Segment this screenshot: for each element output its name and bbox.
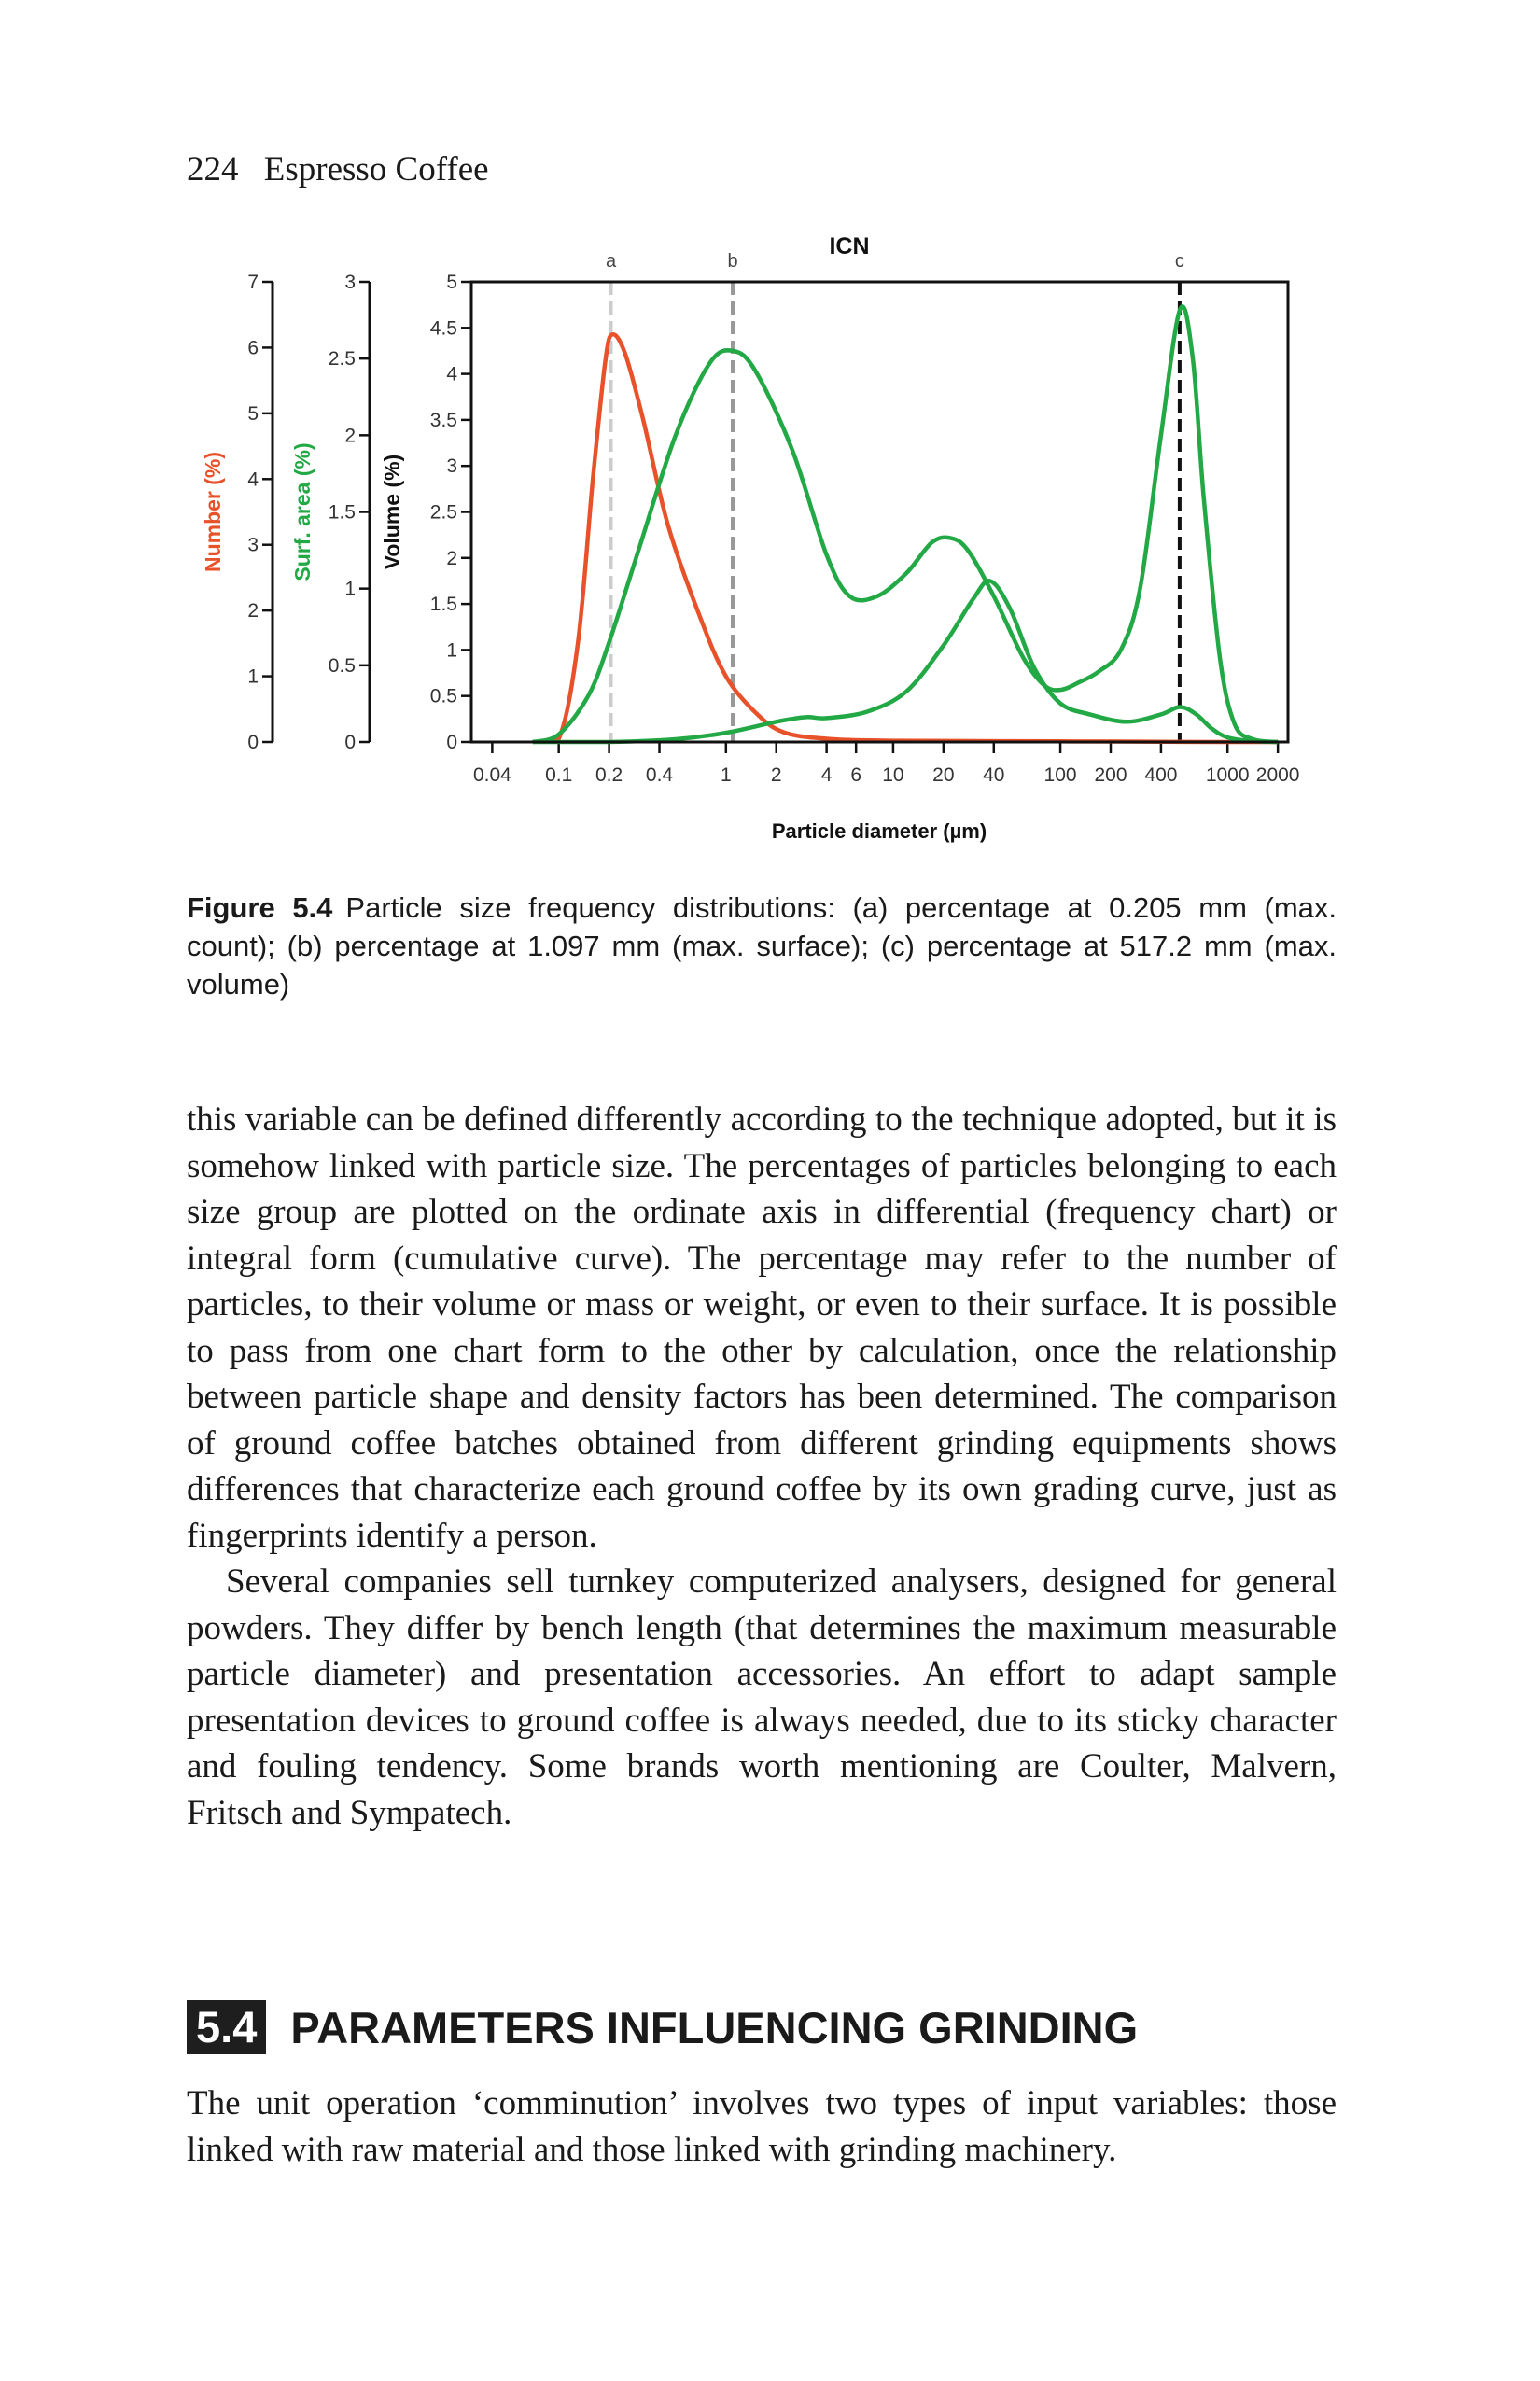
y-tick-label: 2 <box>344 425 356 447</box>
section-title: PARAMETERS INFLUENCING GRINDING <box>290 2002 1139 2052</box>
x-tick-label: 2 <box>770 764 782 786</box>
y-tick-label: 2.5 <box>429 501 457 524</box>
y-tick-label: 7 <box>247 272 259 293</box>
x-tick-label: 200 <box>1094 764 1127 786</box>
x-tick-label: 0.4 <box>645 764 674 786</box>
series-volume-curve <box>533 581 1278 742</box>
y-tick-label: 3 <box>446 455 457 478</box>
figure-caption <box>187 889 1337 1003</box>
x-tick-label: 0.04 <box>472 764 511 786</box>
y-tick-label: 1 <box>247 665 259 688</box>
y-tick-label: 0.5 <box>328 654 356 677</box>
series-surface-curve <box>533 306 1278 742</box>
section-heading <box>187 2000 1138 2054</box>
paragraph: The unit operation ‘comminution’ involves two types of input variables: those linked with raw material and those linked with grinding machinery. <box>187 2084 1337 2169</box>
x-tick-label: 0.1 <box>545 764 573 786</box>
particle-size-chart <box>0 0 1540 859</box>
y-tick-label: 1 <box>344 578 356 600</box>
y-axis-label: Volume (%) <box>380 454 404 570</box>
y-tick-label: 0 <box>344 732 356 753</box>
x-tick-label: 1 <box>720 764 732 786</box>
y-axis-label: Number (%) <box>201 451 225 573</box>
y-tick-label: 0 <box>247 732 259 753</box>
figure-label: Figure 5.4 <box>187 891 333 924</box>
x-tick-label: 100 <box>1043 764 1077 786</box>
y-tick-label: 1 <box>446 639 457 662</box>
running-title: Espresso Coffee <box>263 150 489 189</box>
y-tick-label: 1.5 <box>328 501 356 524</box>
figure-caption-text: Particle size frequency distributions: (a) percentage at 0.205 mm (max. count); (b) percentage at 1.097 mm (max. surface); (c) percentage at 517.2 mm (max. volume) <box>187 891 1337 1001</box>
x-tick-label: 6 <box>850 764 862 786</box>
paragraph: this variable can be defined differently according to the technique adopted, but it is somehow linked with particle size. The percentages of particles belonging to each size group are plotted on the ordinate axis in differential (frequency chart) or integral form (cumulative curve). The percentage may refer to the number of particles, to their volume or mass or weight, or even to their surface. It is possible to pass from one chart form to the other by calculation, once the relationship between particle shape and density factors has been determined. The comparison of ground coffee batches obtained from different grinding equipments shows differences that characterize each ground coffee by its own grading curve, just as fingerprints identify a person. <box>187 1100 1337 1555</box>
y-tick-label: 5 <box>446 272 457 293</box>
body-text <box>187 1097 1337 1836</box>
x-axis-label: Particle diameter (µm) <box>771 819 987 843</box>
y-tick-label: 3 <box>344 272 356 293</box>
x-tick-label: 400 <box>1144 764 1178 786</box>
chart-markers <box>606 251 1184 742</box>
y-tick-label: 2 <box>247 600 259 623</box>
y-tick-label: 4.5 <box>429 317 457 340</box>
x-tick-label: 4 <box>820 764 833 786</box>
chart-title: ICN <box>829 233 870 259</box>
marker-label: b <box>727 251 738 272</box>
chart-series <box>533 306 1278 742</box>
marker-label: c <box>1174 251 1184 272</box>
x-tick-label: 0.2 <box>595 764 623 786</box>
y-tick-label: 0.5 <box>429 685 457 707</box>
section-number: 5.4 <box>187 2000 266 2054</box>
y-tick-label: 2.5 <box>328 348 356 371</box>
y-tick-label: 3 <box>247 534 259 556</box>
x-tick-label: 10 <box>882 764 904 786</box>
x-tick-label: 1000 <box>1205 764 1250 786</box>
y-axis-label: Surf. area (%) <box>290 442 315 581</box>
y-tick-label: 1.5 <box>429 594 457 616</box>
body-text-2 <box>187 2080 1337 2173</box>
paragraph: Several companies sell turnkey computerized analysers, designed for general powders. They differ by bench length (that determines the maximum measurable particle diameter) and presentation accessories. An effort to adapt sample presentation devices to ground coffee is always needed, due to its sticky character and fouling tendency. Some brands worth mentioning are Coulter, Malvern, Fritsch and Sympatech. <box>187 1562 1337 1832</box>
y-tick-label: 2 <box>446 547 457 569</box>
y-tick-label: 0 <box>446 732 457 753</box>
x-tick-label: 40 <box>983 764 1005 786</box>
y-tick-label: 6 <box>247 337 259 359</box>
y-tick-label: 5 <box>247 402 259 425</box>
y-tick-label: 4 <box>446 363 457 385</box>
marker-label: a <box>605 251 617 272</box>
y-tick-label: 3.5 <box>429 409 457 431</box>
page-number: 224 <box>187 150 239 189</box>
y-tick-label: 4 <box>247 469 259 491</box>
x-tick-label: 2000 <box>1255 764 1300 786</box>
x-tick-label: 20 <box>932 764 955 786</box>
plot-frame <box>471 282 1288 742</box>
